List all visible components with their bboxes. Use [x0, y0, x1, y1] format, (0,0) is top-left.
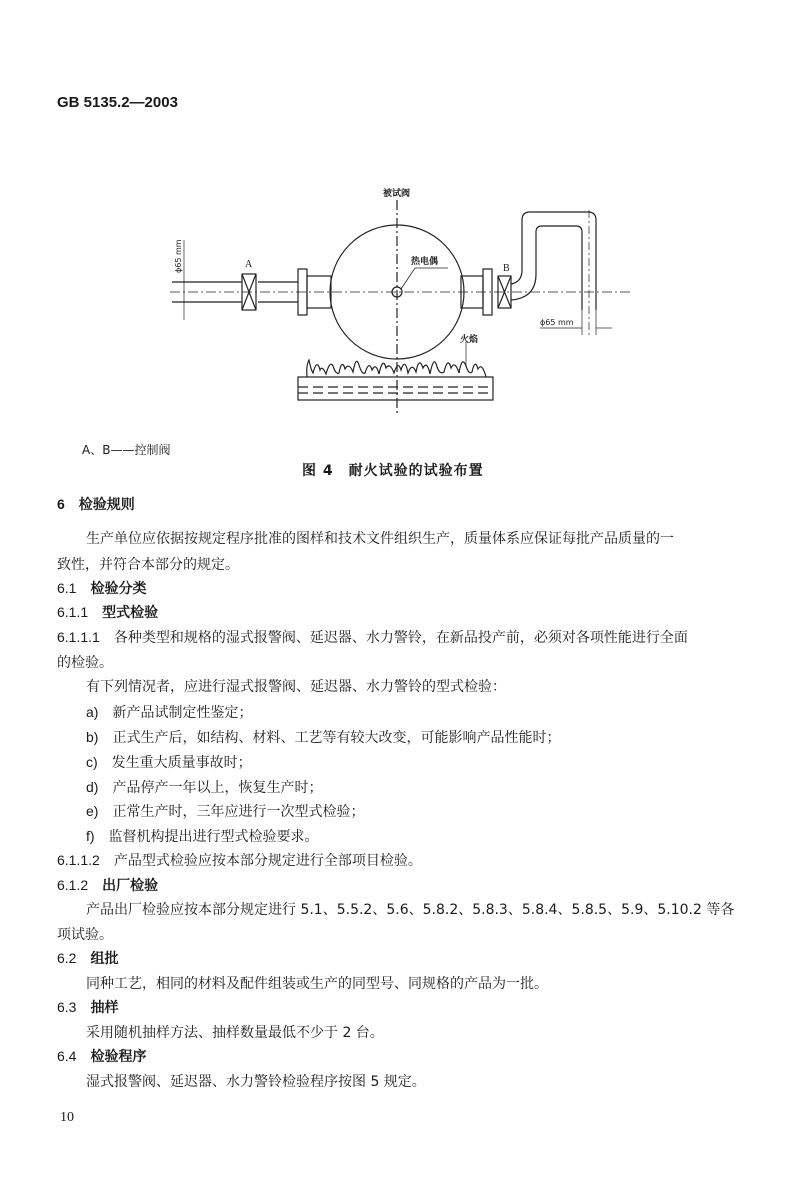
figure-legend: A、B——控制阀 [82, 443, 171, 457]
section-6-1-heading: 6.1 检验分类 [57, 580, 147, 597]
label-diameter-right: ϕ65 mm [540, 318, 574, 327]
label-valve-a: A [245, 259, 253, 270]
section-6-3-text: 采用随机抽样方法、抽样数量最低不少于 2 台。 [86, 1025, 384, 1041]
section-6-intro-line1: 生产单位应依据按规定程序批准的图样和技术文件组织生产，质量体系应保证每批产品质量的一 [86, 531, 674, 547]
section-6-1-1-1-lead: 有下列情况者，应进行湿式报警阀、延迟器、水力警铃的型式检验： [86, 679, 506, 695]
list-item-a: a) 新产品试制定性鉴定； [86, 704, 253, 721]
section-6-2-text: 同种工艺，相同的材料及配件组装或生产的同型号、同规格的产品为一批。 [86, 976, 548, 992]
section-6-1-1-heading: 6.1.1 型式检验 [57, 604, 159, 621]
section-6-4-text: 湿式报警阀、延迟器、水力警铃检验程序按图 5 规定。 [86, 1074, 426, 1090]
list-item-f: f) 监督机构提出进行型式检验要求。 [86, 828, 319, 845]
label-diameter-left: ϕ65 mm [174, 239, 183, 273]
list-item-b: b) 正式生产后，如结构、材料、工艺等有较大改变，可能影响产品性能时； [86, 729, 561, 746]
section-6-heading: 6 检验规则 [57, 496, 135, 513]
section-6-1-2-line1: 产品出厂检验应按本部分规定进行 5.1、5.5.2、5.6、5.8.2、5.8.3、5.8.4、5.8.5、5.9、5.10.2 等各 [86, 902, 735, 918]
section-6-intro-line2: 致性，并符合本部分的规定。 [57, 557, 239, 573]
list-item-e: e) 正常生产时，三年应进行一次型式检验； [86, 803, 365, 820]
section-6-1-1-2: 6.1.1.2 产品型式检验应按本部分规定进行全部项目检验。 [57, 852, 422, 869]
section-6-1-1-1-line1: 6.1.1.1 各种类型和规格的湿式报警阀、延迟器、水力警铃，在新品投产前，必须对各项性能进行全面 [57, 629, 688, 646]
label-flame: 火焰 [460, 335, 479, 345]
fire-test-diagram [150, 170, 650, 430]
figure-caption: 图 4 耐火试验的试验布置 [302, 463, 484, 479]
list-item-d: d) 产品停产一年以上，恢复生产时； [86, 779, 323, 796]
label-thermocouple: 热电偶 [411, 257, 439, 267]
section-6-1-2-line2: 项试验。 [57, 927, 113, 943]
section-6-2-heading: 6.2 组批 [57, 950, 119, 967]
label-valve-b: B [503, 263, 510, 274]
list-item-c: c) 发生重大质量事故时； [86, 754, 252, 771]
section-6-3-heading: 6.3 抽样 [57, 999, 119, 1016]
section-6-4-heading: 6.4 检验程序 [57, 1048, 147, 1065]
page-number: 10 [60, 1110, 74, 1125]
section-6-1-2-heading: 6.1.2 出厂检验 [57, 877, 159, 894]
label-valve-under-test: 被试阀 [383, 189, 411, 199]
standard-id: GB 5135.2—2003 [57, 94, 178, 111]
section-6-1-1-1-line2: 的检验。 [57, 655, 113, 671]
